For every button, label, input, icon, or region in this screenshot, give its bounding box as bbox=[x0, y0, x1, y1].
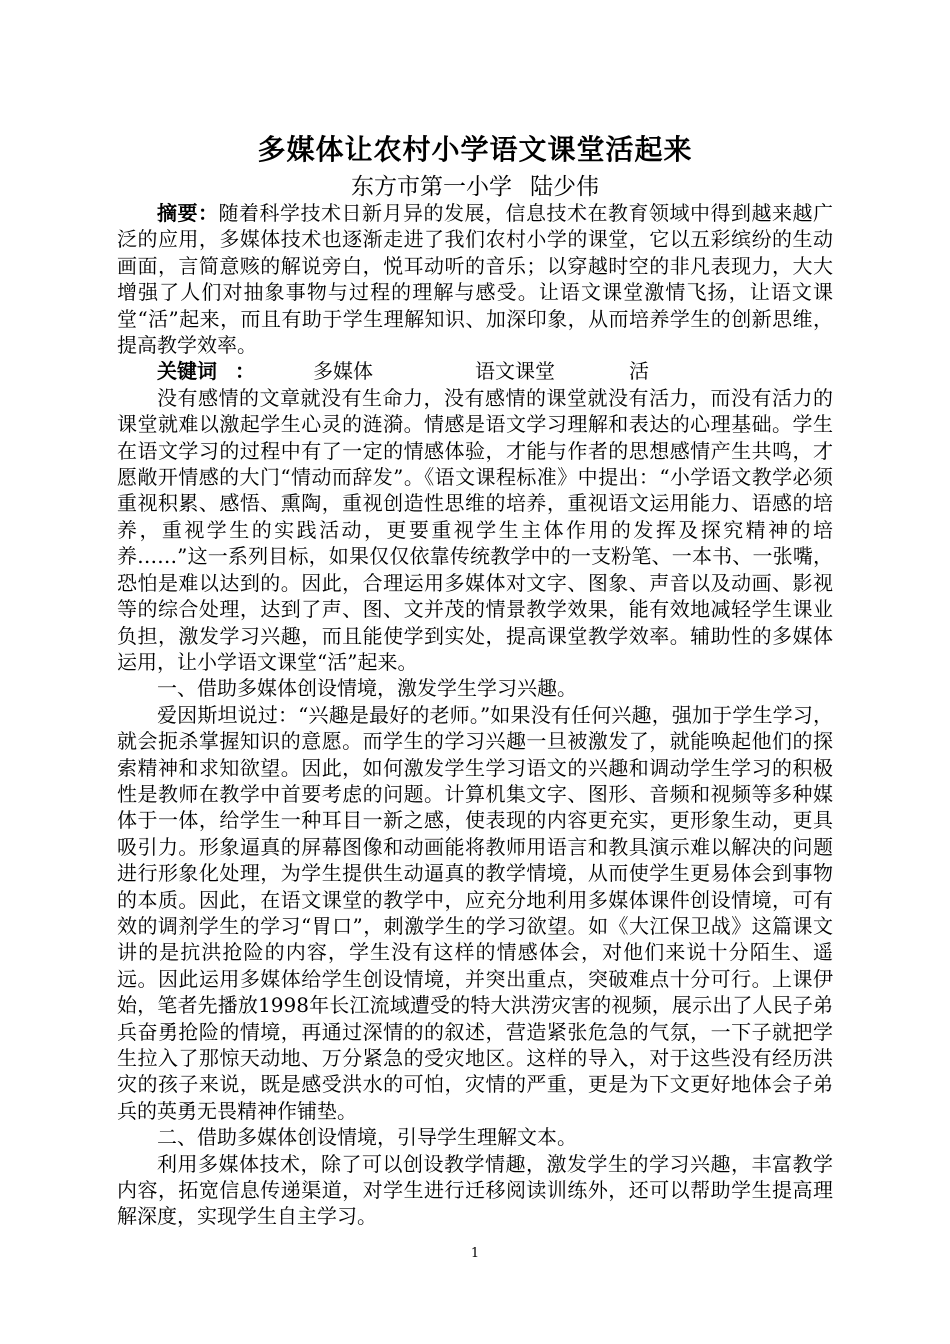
author-line bbox=[0, 172, 950, 202]
keyword-term: 活 bbox=[629, 359, 649, 384]
author-name: 陆少伟 bbox=[530, 174, 599, 200]
body-paragraph: 利用多媒体技术，除了可以创设教学情趣，激发学生的学习兴趣，丰富教学内容，拓宽信息传递渠道，对学生进行迁移阅读训练外，还可以帮助学生提高理解深度，实现学生自主学习。 bbox=[117, 1151, 833, 1229]
keywords-separator: ： bbox=[235, 359, 255, 384]
document-title: 多媒体让农村小学语文课堂活起来 bbox=[257, 133, 693, 166]
document-body bbox=[117, 200, 833, 1230]
abstract-label: 摘要： bbox=[157, 201, 219, 225]
keyword-term: 多媒体 bbox=[313, 359, 373, 384]
section-heading-2: 二、借助多媒体创设情境，引导学生理解文本。 bbox=[157, 1125, 577, 1150]
body-paragraph: 爱因斯坦说过：“兴趣是最好的老师。”如果没有任何兴趣，强加于学生学习，就会扼杀掌握知识的意愿。而学生的学习兴趣一旦被激发了，就能唤起他们的探索精神和求知欲望。因此，如何激发学生学习语文的兴趣和调动学生学习的积极性是教师在教学中首要考虑的问题。计算机集文字、图形、音频和视频等多种媒体于一体，给学生一种耳目一新之感，使表现的内容更充实，更形象生动，更具吸引力。形象逼真的屏幕图像和动画能将教师用语言和教具演示难以解决的问题进行形象化处理，为学生提供生动逼真的教学情境，从而使学生更易体会到事物的本质。因此，在语文课堂的教学中，应充分地利用多媒体课件创设情境，可有效的调剂学生的学习“胃口”，刺激学生的学习欲望。如《大江保卫战》这篇课文讲的是抗洪抢险的内容，学生没有这样的情感体会，对他们来说十分陌生、遥远。因此运用多媒体给学生创设情境，并突出重点，突破难点十分可行。上课伊始，笔者先播放1998年长江流域遭受的特大洪涝灾害的视频，展示出了人民子弟兵奋勇抢险的情境，再通过深情的的叙述，营造紧张危急的气氛，一下子就把学生拉入了那惊天动地、万分紧急的受灾地区。这样的导入，对于这些没有经历洪灾的孩子来说，既是感受洪水的可怕，灾情的严重，更是为下文更好地体会子弟兵的英勇无畏精神作铺垫。 bbox=[117, 702, 833, 1123]
page-number: 1 bbox=[470, 1246, 480, 1261]
abstract-paragraph bbox=[117, 200, 833, 358]
author-school: 东方市第一小学 bbox=[351, 174, 512, 200]
keywords-paragraph bbox=[117, 358, 833, 384]
keywords-label: 关键词 bbox=[157, 359, 217, 384]
section-heading-1: 一、借助多媒体创设情境，激发学生学习兴趣。 bbox=[157, 676, 577, 701]
abstract-text: 随着科学技术日新月异的发展，信息技术在教育领域中得到越来越广泛的应用，多媒体技术也逐渐走进了我们农村小学的课堂，它以五彩缤纷的生动画面，言简意赅的解说旁白，悦耳动听的音乐；以穿越时空的非凡表现力，大大增强了人们对抽象事物与过程的理解与感受。让语文课堂激情飞扬，让语文课堂“活”起来，而且有助于学生理解知识、加深印象，从而培养学生的创新思维，提高教学效率。 bbox=[117, 201, 833, 358]
body-paragraph: 没有感情的文章就没有生命力，没有感情的课堂就没有活力，而没有活力的课堂就难以激起学生心灵的涟漪。情感是语文学习理解和表达的心理基础。学生在语文学习的过程中有了一定的情感体验，才能与作者的思想感情产生共鸣，才愿敞开情感的大门“情动而辞发”。《语文课程标准》中提出：“小学语文教学必须重视积累、感悟、熏陶，重视创造性思维的培养，重视语文运用能力、语感的培养，重视学生的实践活动，更要重视学生主体作用的发挥及探究精神的培养……”这一系列目标，如果仅仅依靠传统教学中的一支粉笔、一本书、一张嘴，恐怕是难以达到的。因此，合理运用多媒体对文字、图象、声音以及动画、影视等的综合处理，达到了声、图、文并茂的情景教学效果，能有效地减轻学生课业负担，激发学习兴趣，而且能使学到实处，提高课堂教学效率。辅助性的多媒体运用，让小学语文课堂“活”起来。 bbox=[117, 385, 833, 674]
keyword-term: 语文课堂 bbox=[475, 359, 555, 384]
